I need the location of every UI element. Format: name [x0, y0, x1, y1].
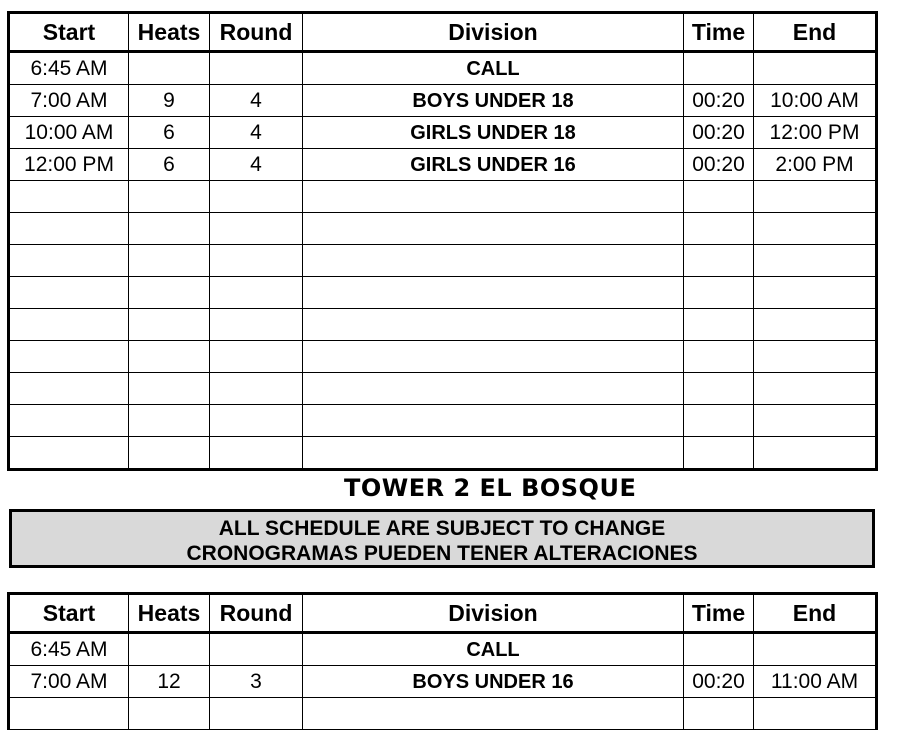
table-row: [10, 698, 876, 730]
cell-round: [210, 181, 303, 213]
cell-heats: [129, 277, 210, 309]
cell-round: 4: [210, 149, 303, 181]
cell-division: [303, 373, 684, 405]
header-end: End: [754, 14, 876, 52]
schedule-notice: [9, 509, 875, 568]
cell-start: 6:45 AM: [10, 52, 129, 85]
schedule-table-1: [9, 13, 876, 469]
cell-end: 10:00 AM: [754, 85, 876, 117]
cell-round: 4: [210, 85, 303, 117]
cell-start: [10, 698, 129, 730]
table-row: [10, 245, 876, 277]
cell-division: [303, 213, 684, 245]
cell-heats: [129, 698, 210, 730]
cell-heats: [129, 309, 210, 341]
notice-line-english: ALL SCHEDULE ARE SUBJECT TO CHANGE: [218, 517, 666, 540]
cell-start: [10, 277, 129, 309]
table-row: [10, 373, 876, 405]
cell-division: [303, 309, 684, 341]
table-row: [10, 666, 876, 698]
cell-end: [754, 437, 876, 469]
cell-round: [210, 437, 303, 469]
cell-time: 00:20: [684, 149, 754, 181]
table-row: [10, 149, 876, 181]
cell-round: [210, 245, 303, 277]
table-row: [10, 213, 876, 245]
cell-heats: [129, 245, 210, 277]
cell-end: [754, 277, 876, 309]
cell-start: 7:00 AM: [10, 666, 129, 698]
cell-round: 4: [210, 117, 303, 149]
cell-heats: 6: [129, 117, 210, 149]
notice-line-spanish: CRONOGRAMAS PUEDEN TENER ALTERACIONES: [186, 542, 698, 565]
table-row: [10, 181, 876, 213]
cell-time: [684, 181, 754, 213]
cell-time: [684, 633, 754, 666]
cell-round: [210, 698, 303, 730]
cell-end: 2:00 PM: [754, 149, 876, 181]
cell-division: CALL: [303, 52, 684, 85]
cell-heats: [129, 633, 210, 666]
header-heats: Heats: [129, 14, 210, 52]
table-row: [10, 405, 876, 437]
cell-time: [684, 277, 754, 309]
cell-time: [684, 213, 754, 245]
cell-division: GIRLS UNDER 18: [303, 117, 684, 149]
cell-start: [10, 341, 129, 373]
header-heats: Heats: [129, 595, 210, 633]
table-row: [10, 633, 876, 666]
cell-heats: [129, 213, 210, 245]
cell-end: 11:00 AM: [754, 666, 876, 698]
cell-start: [10, 213, 129, 245]
cell-division: BOYS UNDER 18: [303, 85, 684, 117]
cell-heats: [129, 52, 210, 85]
header-round: Round: [210, 14, 303, 52]
cell-round: [210, 213, 303, 245]
header-end: End: [754, 595, 876, 633]
cell-start: 10:00 AM: [10, 117, 129, 149]
cell-heats: [129, 181, 210, 213]
cell-time: 00:20: [684, 85, 754, 117]
cell-time: [684, 698, 754, 730]
cell-end: [754, 181, 876, 213]
cell-end: [754, 373, 876, 405]
cell-end: [754, 213, 876, 245]
cell-start: [10, 373, 129, 405]
cell-start: 7:00 AM: [10, 85, 129, 117]
cell-heats: 12: [129, 666, 210, 698]
cell-round: [210, 341, 303, 373]
cell-end: [754, 245, 876, 277]
header-time: Time: [684, 595, 754, 633]
cell-time: [684, 245, 754, 277]
header-row: [10, 14, 876, 52]
table-row: [10, 117, 876, 149]
cell-time: 00:20: [684, 117, 754, 149]
table-row: [10, 309, 876, 341]
cell-round: [210, 405, 303, 437]
header-division: Division: [303, 14, 684, 52]
cell-time: 00:20: [684, 666, 754, 698]
cell-end: [754, 52, 876, 85]
cell-round: [210, 277, 303, 309]
cell-time: [684, 373, 754, 405]
cell-start: [10, 405, 129, 437]
header-start: Start: [10, 595, 129, 633]
header-row: [10, 595, 876, 633]
cell-division: [303, 698, 684, 730]
table-row: [10, 437, 876, 469]
cell-start: 12:00 PM: [10, 149, 129, 181]
header-round: Round: [210, 595, 303, 633]
cell-division: [303, 341, 684, 373]
cell-end: [754, 698, 876, 730]
cell-time: [684, 341, 754, 373]
cell-end: [754, 405, 876, 437]
cell-division: [303, 277, 684, 309]
cell-division: [303, 245, 684, 277]
cell-heats: 6: [129, 149, 210, 181]
cell-round: [210, 633, 303, 666]
cell-heats: 9: [129, 85, 210, 117]
cell-time: [684, 52, 754, 85]
cell-start: [10, 245, 129, 277]
cell-heats: [129, 437, 210, 469]
cell-start: [10, 309, 129, 341]
tower-title: TOWER 2 EL BOSQUE: [344, 474, 637, 502]
cell-heats: [129, 341, 210, 373]
cell-heats: [129, 373, 210, 405]
table-row: [10, 52, 876, 85]
cell-division: BOYS UNDER 16: [303, 666, 684, 698]
cell-round: [210, 309, 303, 341]
cell-start: [10, 181, 129, 213]
cell-round: [210, 52, 303, 85]
schedule-table-2: [9, 594, 876, 730]
cell-division: [303, 181, 684, 213]
cell-end: [754, 309, 876, 341]
cell-heats: [129, 405, 210, 437]
cell-time: [684, 405, 754, 437]
cell-end: [754, 341, 876, 373]
cell-end: 12:00 PM: [754, 117, 876, 149]
table-row: [10, 85, 876, 117]
cell-time: [684, 437, 754, 469]
cell-round: 3: [210, 666, 303, 698]
cell-division: [303, 437, 684, 469]
header-division: Division: [303, 595, 684, 633]
header-time: Time: [684, 14, 754, 52]
table-row: [10, 277, 876, 309]
cell-division: GIRLS UNDER 16: [303, 149, 684, 181]
cell-division: [303, 405, 684, 437]
cell-end: [754, 633, 876, 666]
cell-start: [10, 437, 129, 469]
cell-time: [684, 309, 754, 341]
cell-start: 6:45 AM: [10, 633, 129, 666]
table-row: [10, 341, 876, 373]
header-start: Start: [10, 14, 129, 52]
cell-round: [210, 373, 303, 405]
cell-division: CALL: [303, 633, 684, 666]
